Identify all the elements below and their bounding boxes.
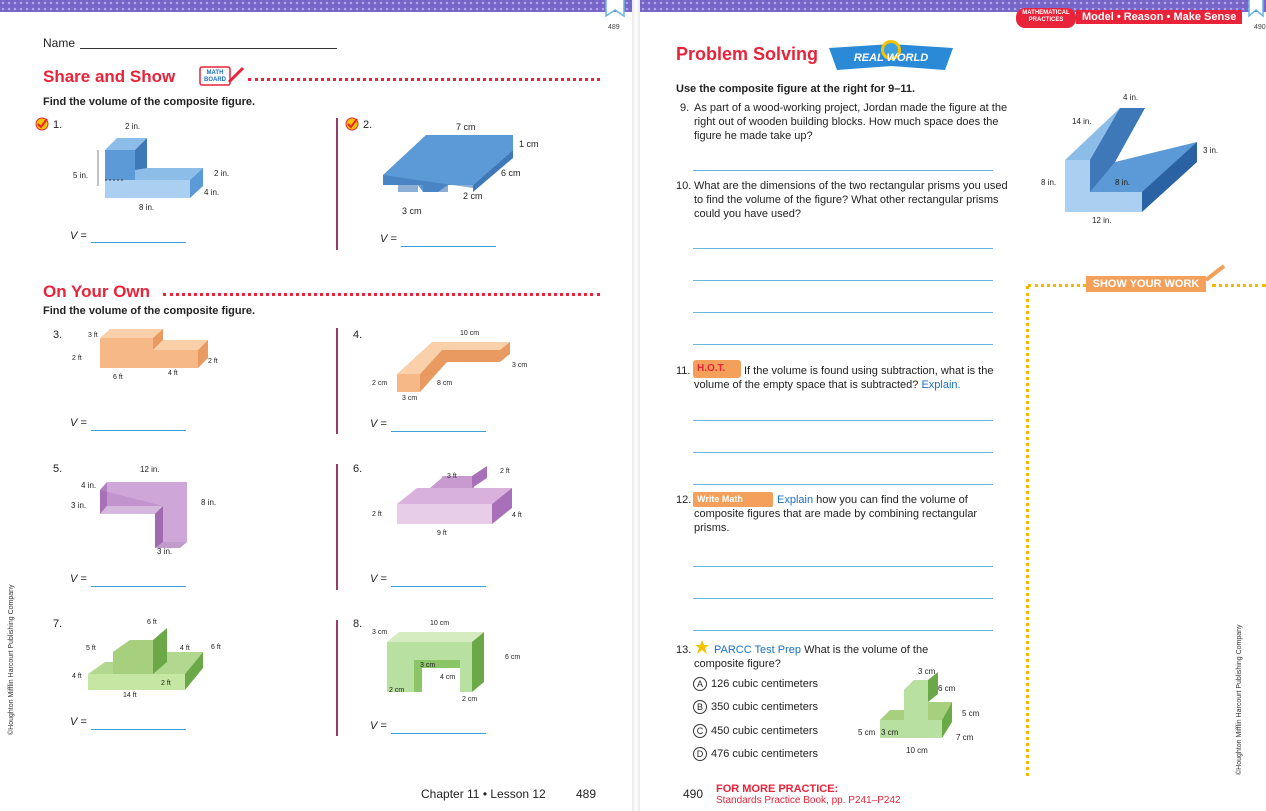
checkmark-icon xyxy=(344,116,360,132)
choice-letter: D xyxy=(693,747,707,761)
dim-label: 8 cm xyxy=(437,380,453,387)
right-instruction: Use the composite figure at the right for 9–11. xyxy=(676,83,915,95)
answer-line[interactable] xyxy=(693,452,993,453)
dim-label: 2 ft xyxy=(161,680,171,687)
answer-line[interactable] xyxy=(693,420,993,421)
work-area-border xyxy=(1212,284,1266,287)
question-11-text: If the volume is found using subtraction, what is the volume of the empty space that is subtracted? xyxy=(694,365,994,391)
volume-answer-field[interactable] xyxy=(391,733,486,734)
practice-book-ref: Standards Practice Book, pp. P241–P242 xyxy=(716,795,901,806)
answer-choice-a[interactable] xyxy=(693,677,818,691)
dim-label: 4 ft xyxy=(72,673,82,680)
answer-line[interactable] xyxy=(693,484,993,485)
column-divider xyxy=(336,464,338,590)
answer-line[interactable] xyxy=(693,566,993,567)
dim-label: 3 cm xyxy=(512,362,528,369)
copyright-left: ©Houghton Mifflin Harcourt Publishing Company xyxy=(8,584,15,735)
dim-label: 5 ft xyxy=(86,645,96,652)
question-number: 11. xyxy=(676,365,691,377)
dim-label: 14 ft xyxy=(123,692,137,699)
dim-label: 3 cm xyxy=(402,206,422,216)
volume-answer-field[interactable] xyxy=(391,586,486,587)
dim-label: 6 cm xyxy=(501,168,521,178)
own-title: On Your Own xyxy=(43,282,151,301)
dim-label: 10 cm xyxy=(430,620,450,627)
dim-label: 6 cm xyxy=(938,684,956,693)
show-your-work-label: SHOW YOUR WORK xyxy=(1086,276,1206,292)
dim-label: 4 ft xyxy=(180,645,190,652)
answer-choice-b[interactable] xyxy=(693,700,818,714)
dim-label: 14 in. xyxy=(1072,117,1092,126)
dim-label: 9 ft xyxy=(437,530,447,537)
answer-line[interactable] xyxy=(693,280,993,281)
checkmark-icon xyxy=(34,116,50,132)
section-divider xyxy=(248,78,600,81)
question-12 xyxy=(694,493,994,535)
exercise-number: 3. xyxy=(53,329,63,341)
figure-7 xyxy=(85,622,205,694)
dim-label: 12 in. xyxy=(1092,216,1112,225)
dim-label: 5 cm xyxy=(962,709,980,718)
dim-label: 3 cm xyxy=(372,629,388,636)
volume-label: V = xyxy=(70,230,87,242)
more-practice-label: FOR MORE PRACTICE: xyxy=(716,783,839,795)
top-decor-bar-left xyxy=(0,0,632,12)
volume-label: V = xyxy=(370,418,387,430)
explain-link: Explain xyxy=(777,494,814,506)
work-area-border xyxy=(1028,284,1086,287)
dim-label: 3 cm xyxy=(420,662,436,669)
choice-text: 350 cubic centimeters xyxy=(711,701,818,713)
exercise-number: 2. xyxy=(363,119,373,131)
dim-label: 8 in. xyxy=(139,203,155,212)
answer-line[interactable] xyxy=(693,248,993,249)
question-9: As part of a wood-working project, Jordan made the figure at the right out of wooden building blocks. How much space does the figure he made take up? xyxy=(694,102,1008,142)
dim-label: 3 ft xyxy=(88,332,98,339)
work-area-border xyxy=(1026,286,1029,776)
dim-label: 1 cm xyxy=(519,139,539,149)
dim-label: 6 ft xyxy=(113,374,123,381)
write-math-label: Write Math xyxy=(697,494,743,504)
share-instruction: Find the volume of the composite figure. xyxy=(43,96,256,108)
question-number: 12. xyxy=(676,494,692,506)
choice-text: 126 cubic centimeters xyxy=(711,678,818,690)
column-divider xyxy=(336,620,338,736)
dim-label: 3 cm xyxy=(402,395,418,402)
math-board-label: MATH BOARD xyxy=(204,70,226,83)
choice-text: 450 cubic centimeters xyxy=(711,725,818,737)
copyright-right: ©Houghton Mifflin Harcourt Publishing Company xyxy=(1236,624,1243,775)
exercise-number: 5. xyxy=(53,463,63,475)
figure-2 xyxy=(378,130,518,210)
dim-label: 2 in. xyxy=(214,169,230,178)
question-13 xyxy=(694,643,944,671)
dim-label: 2 ft xyxy=(372,511,382,518)
explain-link: Explain. xyxy=(921,379,961,391)
volume-label: V = xyxy=(70,573,87,585)
dim-label: 8 in. xyxy=(1041,178,1057,187)
bookmark-icon xyxy=(604,0,626,18)
dim-label: 3 in. xyxy=(157,547,173,556)
problem-solving-title: Problem Solving xyxy=(676,44,819,64)
chapter-lesson: Chapter 11 • Lesson 12 xyxy=(421,787,546,801)
dim-label: 4 in. xyxy=(204,188,220,197)
dim-label: 4 cm xyxy=(440,674,456,681)
dim-label: 7 cm xyxy=(956,733,974,742)
dim-label: 3 cm xyxy=(881,728,899,737)
page-number: 489 xyxy=(576,787,597,801)
dim-label: 5 cm xyxy=(858,728,876,737)
figure-5 xyxy=(95,472,195,552)
volume-answer-field[interactable] xyxy=(391,431,486,432)
dim-label: 5 in. xyxy=(73,171,89,180)
exercise-number: 4. xyxy=(353,329,363,341)
dim-label: 10 cm xyxy=(906,746,928,755)
answer-line[interactable] xyxy=(693,170,993,171)
exercise-number: 8. xyxy=(353,618,363,630)
column-divider xyxy=(336,328,338,434)
answer-line[interactable] xyxy=(693,598,993,599)
answer-choice-d[interactable] xyxy=(693,747,818,761)
choice-letter: B xyxy=(693,700,707,714)
volume-label: V = xyxy=(70,716,87,728)
dim-label: 3 cm xyxy=(918,667,936,676)
name-label: Name xyxy=(43,36,76,50)
dim-label: 8 in. xyxy=(1115,178,1131,187)
answer-line[interactable] xyxy=(693,630,993,631)
volume-answer-field[interactable] xyxy=(91,242,186,243)
name-field[interactable] xyxy=(80,48,337,49)
dim-label: 2 ft xyxy=(500,468,510,475)
question-number: 13. xyxy=(676,644,692,656)
parcc-label: PARCC Test Prep xyxy=(714,644,802,656)
dim-label: 6 ft xyxy=(147,619,157,626)
answer-choice-c[interactable] xyxy=(693,724,818,738)
dim-label: 2 ft xyxy=(72,355,82,362)
practices-text: Model • Reason • Make Sense xyxy=(1076,10,1242,24)
dim-label: 8 in. xyxy=(201,498,217,507)
pencil-icon xyxy=(1204,264,1228,282)
real-world-banner xyxy=(829,40,953,72)
volume-label: V = xyxy=(370,720,387,732)
question-12-text: how you can find the volume of composite figures that are made by combining rectangular prisms. xyxy=(694,494,978,534)
volume-answer-field[interactable] xyxy=(91,430,186,431)
figure-4 xyxy=(392,336,522,396)
volume-answer-field[interactable] xyxy=(91,586,186,587)
question-13-text: What is the volume of the composite figure? xyxy=(694,644,929,670)
dim-label: 2 cm xyxy=(462,696,478,703)
figure-3 xyxy=(88,326,218,376)
dim-label: 4 ft xyxy=(168,370,178,377)
choice-text: 476 cubic centimeters xyxy=(711,748,818,760)
question-11 xyxy=(694,364,1008,392)
volume-label: V = xyxy=(370,573,387,585)
real-world-label: REAL WORLD xyxy=(853,52,929,64)
hot-label: H.O.T. xyxy=(697,363,726,374)
column-divider xyxy=(336,118,338,250)
dim-label: 3 ft xyxy=(447,473,457,480)
own-instruction: Find the volume of the composite figure. xyxy=(43,305,256,317)
dim-label: 6 ft xyxy=(211,644,221,651)
page-number: 490 xyxy=(683,787,704,801)
section-divider xyxy=(163,293,600,296)
dim-label: 3 in. xyxy=(1203,146,1219,155)
dim-label: 2 ft xyxy=(208,358,218,365)
dim-label: 3 in. xyxy=(71,501,87,510)
dim-label: 4 in. xyxy=(1123,93,1139,102)
dim-label: 2 cm xyxy=(463,191,483,201)
answer-line[interactable] xyxy=(693,344,993,345)
question-number: 9. xyxy=(680,102,690,114)
share-show-title: Share and Show xyxy=(43,67,176,86)
page-number-small: 489 xyxy=(608,24,620,31)
choice-letter: A xyxy=(693,677,707,691)
dim-label: 2 cm xyxy=(389,687,405,694)
dim-label: 2 in. xyxy=(125,122,141,131)
choice-letter: C xyxy=(693,724,707,738)
book-spine xyxy=(632,0,640,811)
dim-label: 7 cm xyxy=(456,122,476,132)
dim-label: 4 in. xyxy=(81,481,97,490)
question-number: 10. xyxy=(676,180,692,192)
practices-badge: MATHEMATICAL PRACTICES xyxy=(1016,8,1076,28)
volume-answer-field[interactable] xyxy=(91,729,186,730)
page-number-small: 490 xyxy=(1254,24,1266,31)
dim-label: 4 ft xyxy=(512,512,522,519)
volume-answer-field[interactable] xyxy=(401,246,496,247)
bookmark-icon xyxy=(1247,0,1265,18)
exercise-number: 1. xyxy=(53,119,63,131)
dim-label: 2 cm xyxy=(372,380,388,387)
dim-label: 12 in. xyxy=(140,465,160,474)
answer-line[interactable] xyxy=(693,312,993,313)
exercise-number: 7. xyxy=(53,618,63,630)
question-10: What are the dimensions of the two rectangular prisms you used to find the volume of the figure? What other rectangular prisms could you have used? xyxy=(694,180,1008,220)
dim-label: 10 cm xyxy=(460,330,480,337)
exercise-number: 6. xyxy=(353,463,363,475)
dim-label: 6 cm xyxy=(505,654,521,661)
volume-label: V = xyxy=(70,417,87,429)
volume-label: V = xyxy=(380,233,397,245)
